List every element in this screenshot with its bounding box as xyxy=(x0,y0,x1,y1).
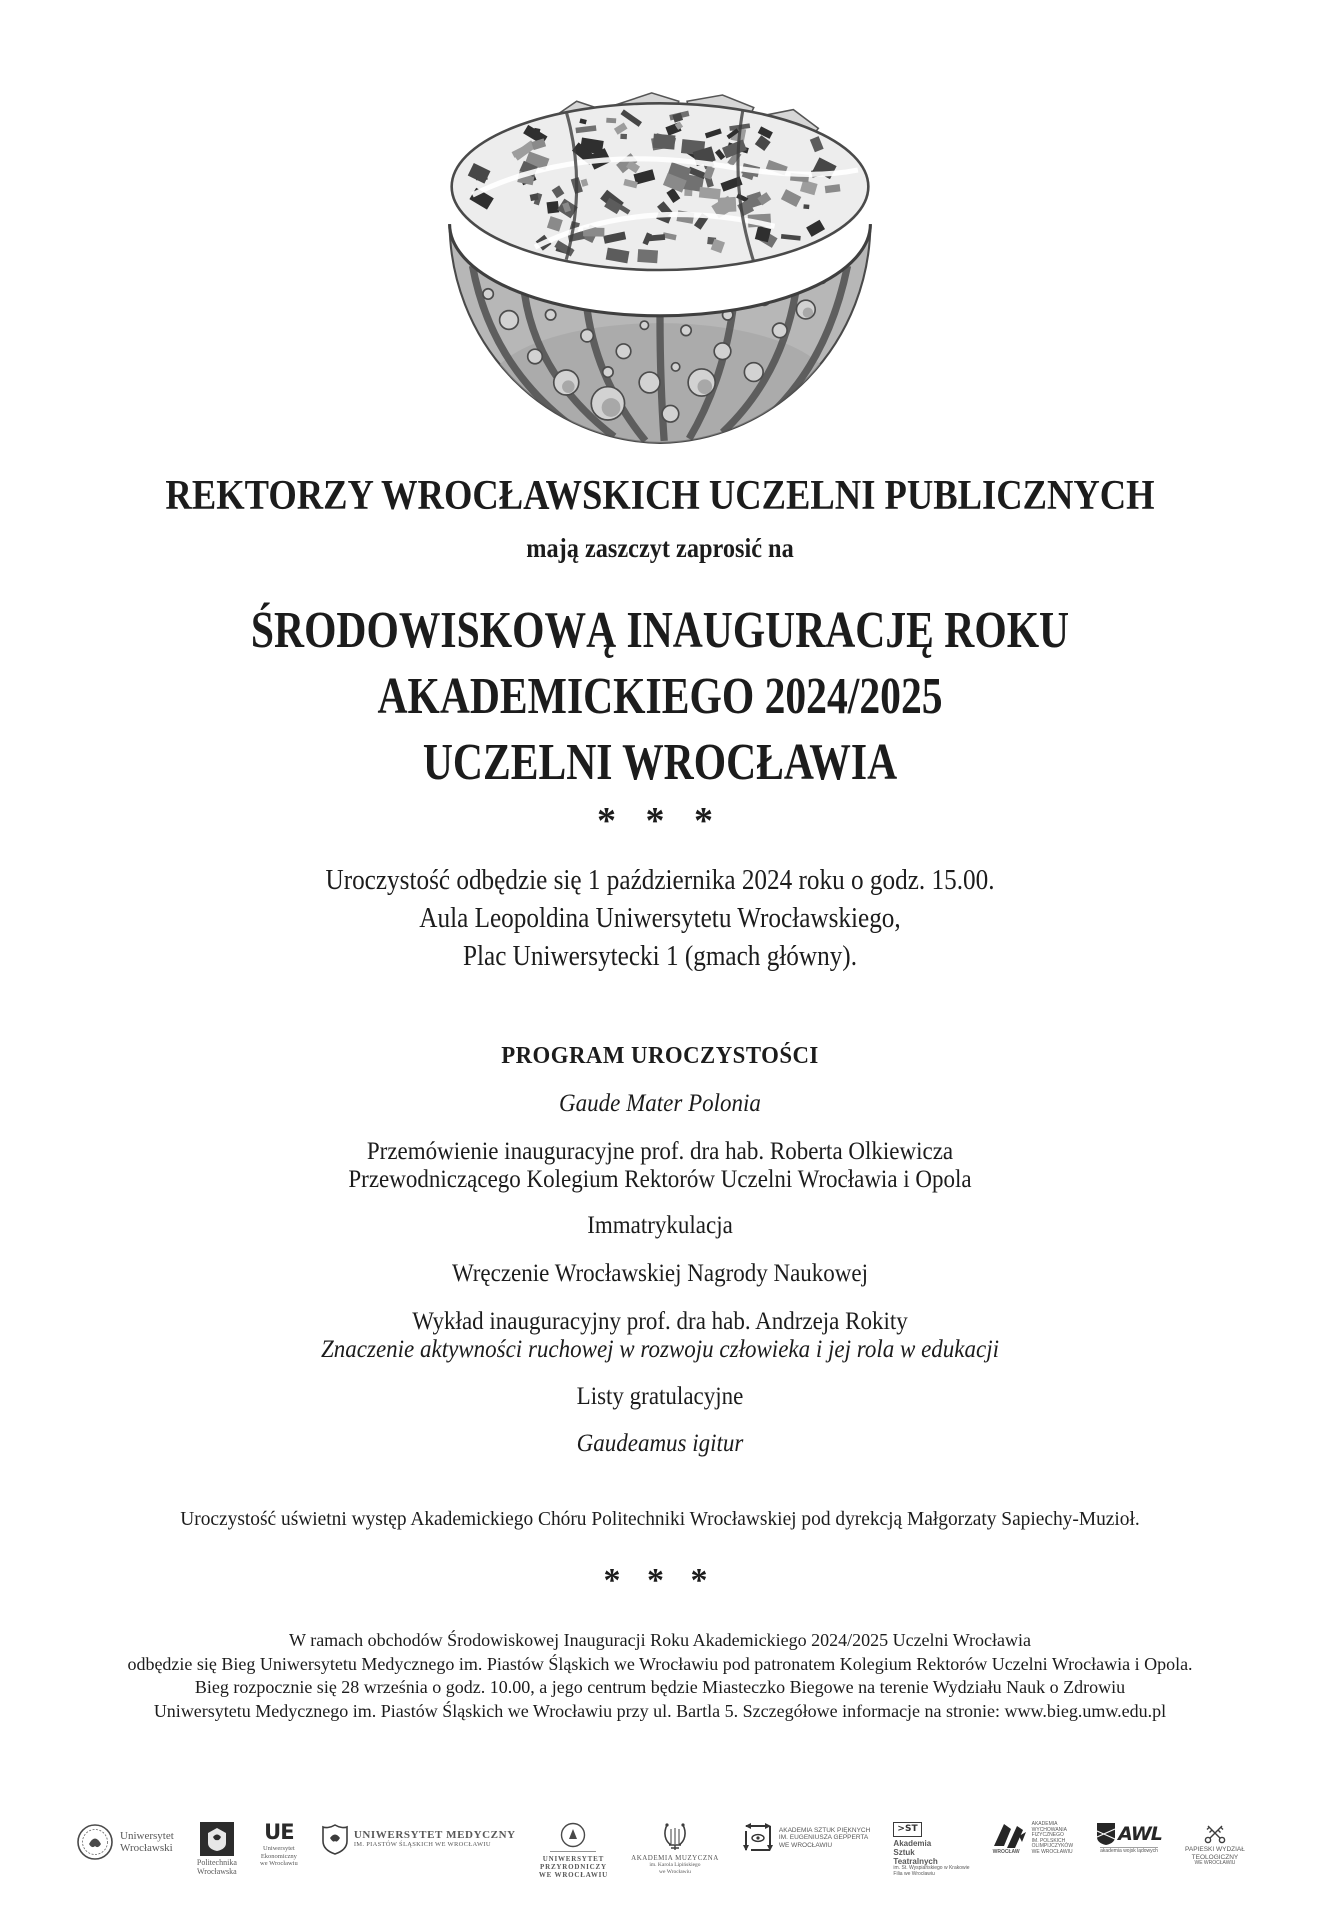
run-info-line: Uniwersytetu Medycznego im. Piastów Śląskich we Wrocławiu przy ul. Bartla 5. Szczegółowe informacje na stronie: www.bieg.umw.edu.pl xyxy=(153,1700,1167,1721)
program-item: Gaudeamus igitur xyxy=(576,1430,744,1457)
run-info-line: odbędzie się Bieg Uniwersytetu Medycznego im. Piastów Śląskich we Wrocławiu pod patronatem Kolegium Rektorów Uczelni Wrocławia i Opola. xyxy=(127,1653,1193,1674)
logo-uniwersytet-ekonomiczny: UE Uniwersytet Ekonomiczny we Wrocławiu xyxy=(260,1820,298,1867)
program-heading: PROGRAM UROCZYSTOŚCI xyxy=(501,1043,819,1069)
poster-subtitle: mają zaszczyt zaprosić na xyxy=(526,533,794,563)
inauguration-poster xyxy=(0,70,1320,1925)
poster-title: REKTORZY WROCŁAWSKICH UCZELNI PUBLICZNYCH xyxy=(165,473,1155,519)
logo-uniwersytet-przyrodniczy: UNIWERSYTET PRZYRODNICZY WE WROCŁAWIU xyxy=(539,1822,608,1879)
pwr-emblem-icon xyxy=(200,1822,234,1856)
logo-akademia-muzyczna: AKADEMIA MUZYCZNA im. Karola Lipińskiego we Wrocławiu xyxy=(631,1822,719,1875)
program-item: Listy gratulacyjne xyxy=(576,1383,744,1410)
run-info-line: W ramach obchodów Środowiskowej Inauguracji Roku Akademickiego 2024/2025 Uczelni Wrocławia xyxy=(289,1630,1031,1650)
event-title-line: AKADEMICKIEGO 2024/2025 xyxy=(377,668,943,725)
logo-uniwersytet-wroclawski: Uniwersytet Wrocławski xyxy=(75,1822,174,1862)
program-item: Przemówienie inauguracyjne prof. dra hab. Roberta Olkiewicza Przewodniczącego Kolegium Rektorów Uczelni Wrocławia i Opola xyxy=(348,1138,972,1193)
separator-stars: * * * xyxy=(597,800,723,842)
uprz-seal-icon xyxy=(560,1822,586,1848)
run-info xyxy=(0,1629,1320,1723)
program-item: Wręczenie Wrocławskiej Nagrody Naukowej xyxy=(451,1260,869,1287)
lyre-icon xyxy=(662,1822,688,1852)
event-title-line: UCZELNI WROCŁAWIA xyxy=(422,734,898,791)
program-item: Immatrykulacja xyxy=(587,1212,733,1239)
logo-akademia-sztuk-pieknych: AKADEMIA SZTUK PIĘKNYCH IM. EUGENIUSZA GEPPERTA WE WROCŁAWIU xyxy=(742,1822,870,1854)
program-item: Gaude Mater Polonia xyxy=(559,1090,761,1117)
globe-city-engraving-icon xyxy=(410,70,910,445)
run-info-line: Bieg rozpocznie się 28 września o godz. 10.00, a jego centrum będzie Miasteczko Biegowe na terenie Wydziału Nauk o Zdrowiu xyxy=(194,1677,1126,1697)
ue-mark-icon: UE xyxy=(264,1820,294,1844)
program-item: Wykład inauguracyjny prof. dra hab. Andrzeja Rokity Znaczenie aktywności ruchowej w rozwoju człowieka i jej rola w edukacji xyxy=(320,1308,999,1363)
partner-logos-row xyxy=(75,1822,1245,1882)
asp-frame-eye-icon xyxy=(742,1822,774,1854)
umed-shield-icon xyxy=(321,1822,349,1856)
event-title-line: ŚRODOWISKOWĄ INAUGURACJĘ ROKU xyxy=(250,602,1070,659)
logo-awl: AWL akademia wojsk lądowych xyxy=(1096,1822,1162,1855)
logo-uniwersytet-medyczny: UNIWERSYTET MEDYCZNY IM. PIASTÓW ŚLĄSKICH WE WROCŁAWIU xyxy=(321,1822,516,1856)
event-title xyxy=(0,598,1320,796)
separator-stars: * * * xyxy=(603,1562,717,1599)
logo-awf-wroclaw: WROCŁAW AKADEMIA WYCHOWANIA FIZYCZNEGO IM. POLSKICH OLIMPIJCZYKÓW WE WROCŁAWIU xyxy=(992,1821,1074,1855)
logo-akademia-sztuk-teatralnych: >ST Akademia Sztuk Teatralnych im. St. Wyspiańskiego w Krakowie Filia we Wrocławiu xyxy=(893,1824,970,1877)
awf-bolt-icon xyxy=(993,1822,1027,1850)
pwt-keys-icon xyxy=(1203,1822,1227,1844)
event-details xyxy=(0,862,1320,976)
awl-shield-icon xyxy=(1096,1822,1116,1846)
logo-papieski-wydzial-teologiczny: PAPIESKI WYDZIAŁ TEOLOGICZNY WE WROCŁAWIU xyxy=(1185,1822,1245,1867)
event-date-line: Uroczystość odbędzie się 1 października 2024 roku o godz. 15.00. xyxy=(325,865,995,896)
uwr-seal-icon xyxy=(75,1822,115,1862)
event-address-line: Plac Uniwersytecki 1 (gmach główny). xyxy=(462,941,858,972)
logo-politechnika-wroclawska: Politechnika Wrocławska xyxy=(197,1822,237,1876)
event-venue-line: Aula Leopoldina Uniwersytetu Wrocławskiego, xyxy=(419,903,901,934)
ast-bubble-icon: >ST xyxy=(893,1822,921,1837)
globe-city-illustration xyxy=(410,70,910,430)
choir-note: Uroczystość uświetni występ Akademickiego Chóru Politechniki Wrocławskiej pod dyrekcją Małgorzaty Sapiechy-Muzioł. xyxy=(180,1508,1140,1530)
